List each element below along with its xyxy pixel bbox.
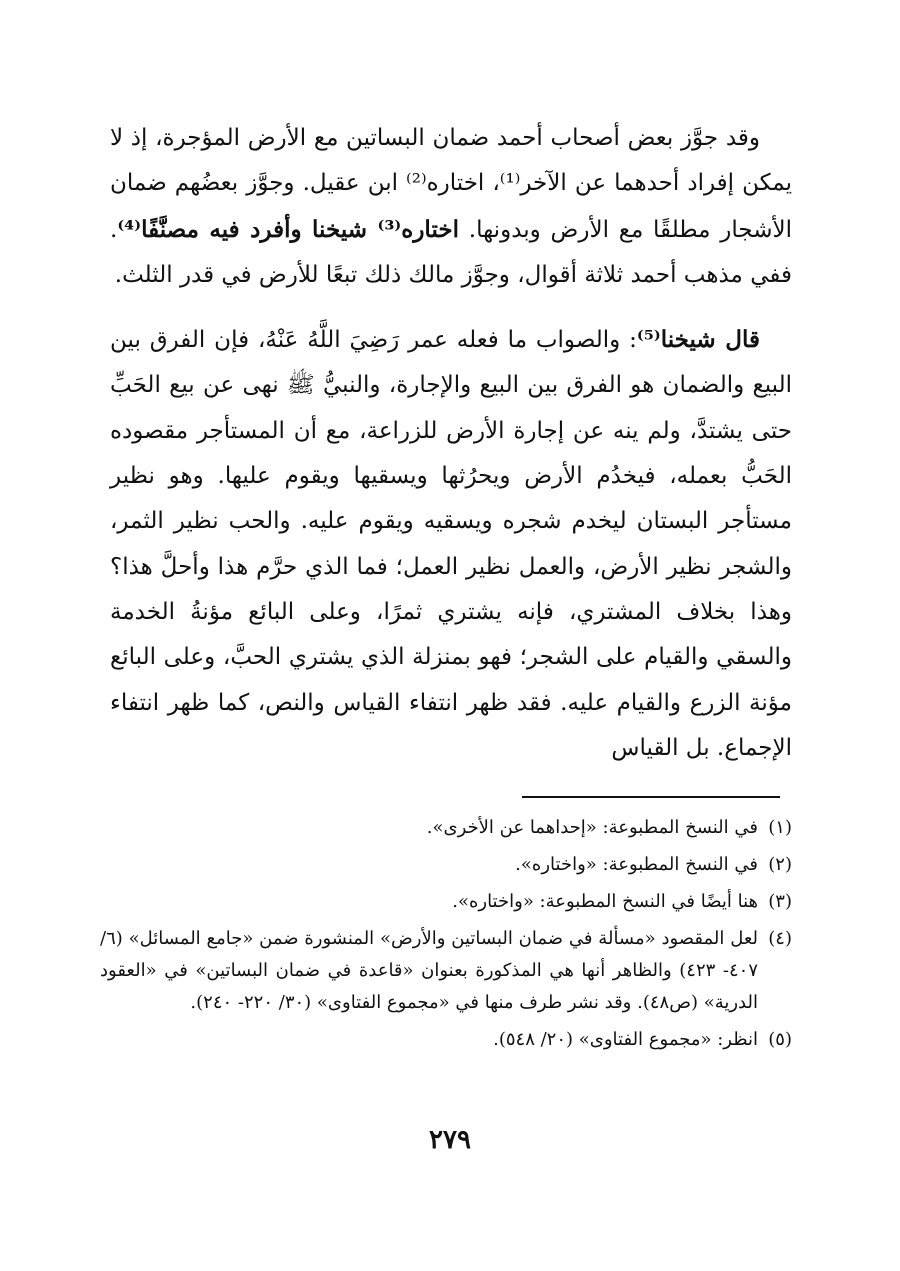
paragraph-2-text: : والصواب ما فعله عمر رَضِيَ اللَّهُ عَنْهُ، فإن الفرق بين البيع والضمان هو الفرق بين البيع والإجارة، والنبيُّ ﷺ نهى عن بيع الحَبِّ حتى يشتدَّ، ولم ينه عن إجارة الأرض للزراعة، مع أن المستأجر مقصوده الحَبُّ بعمله، فيخدُم الأرض ويحرُثها ويسقيها ويقوم عليها. وهو نظير مستأجر البستان ليخدم شجره ويسقيه ويقوم عليه. والحب نظير الثمر، والشجر نظير الأرض، والعمل نظير العمل؛ فما الذي حرَّم هذا وأحلَّ هذا؟ وهذا بخلاف المشتري، فإنه يشتري ثمرًا، وعلى البائع مؤنةُ الخدمة والسقي والقيام على الشجر؛ فهو بمنزلة الذي يشتري الحبَّ، وعلى البائع مؤنة الزرع والقيام عليه. فقد ظهر انتفاء القياس والنص، كما ظهر انتفاء الإجماع. بل القياس	[110, 327, 792, 761]
paragraph-1	[110, 116, 792, 298]
footnote	[100, 1024, 792, 1056]
footnote-number: (٣)	[768, 891, 792, 912]
paragraph-2-bold: قال شيخنا⁽⁵⁾	[636, 326, 760, 354]
footnote-number: (٤)	[768, 928, 792, 949]
footnote	[100, 923, 792, 1019]
footnotes	[100, 812, 792, 1061]
paragraph-1-bold: اختاره⁽³⁾ شيخنا وأفرد فيه مصنَّفًا⁽⁴⁾	[117, 215, 459, 243]
footnote-divider	[522, 796, 780, 798]
footnote-text: في النسخ المطبوعة: «إحداهما عن الأخرى».	[426, 817, 758, 838]
footnote	[100, 849, 792, 881]
footnote	[100, 812, 792, 844]
paragraph-1-text: وقد جوَّز بعض أصحاب أحمد ضمان البساتين مع الأرض المؤجرة، إذ لا يمكن إفراد أحدهما عن الآخر⁽¹⁾، اختاره⁽²⁾ ابن عقيل. وجوَّز بعضُهم ضمان الأشجار مطلقًا مع الأرض وبدونها.	[110, 125, 793, 243]
footnote-number: (١)	[768, 817, 792, 838]
footnote-number: (٢)	[768, 854, 792, 875]
footnote-number: (٥)	[768, 1029, 792, 1050]
footnote-text: هنا أيضًا في النسخ المطبوعة: «واختاره».	[452, 891, 758, 912]
paragraph-1-tail: . ففي مذهب أحمد ثلاثة أقوال، وجوَّز مالك ذلك تبعًا للأرض في قدر الثلث.	[110, 216, 792, 288]
page-number: ٢٧٩	[429, 1125, 471, 1155]
paragraph-2	[110, 317, 792, 771]
footnote	[100, 886, 792, 918]
footnote-text: لعل المقصود «مسألة في ضمان البساتين والأرض» المنشورة ضمن «جامع المسائل» (٦/ ٤٠٧- ٤٢٣) والظاهر أنها هي المذكورة بعنوان «قاعدة في ضمان البساتين» في «العقود الدرية» (ص٤٨). وقد نشر طرف منها في «مجموع الفتاوى» (٣٠/ ٢٢٠- ٢٤٠).	[100, 928, 758, 1013]
footnote-text: في النسخ المطبوعة: «واختاره».	[515, 854, 758, 875]
main-text	[110, 116, 792, 771]
footnote-text: انظر: «مجموع الفتاوى» (٢٠/ ٥٤٨).	[493, 1029, 758, 1050]
